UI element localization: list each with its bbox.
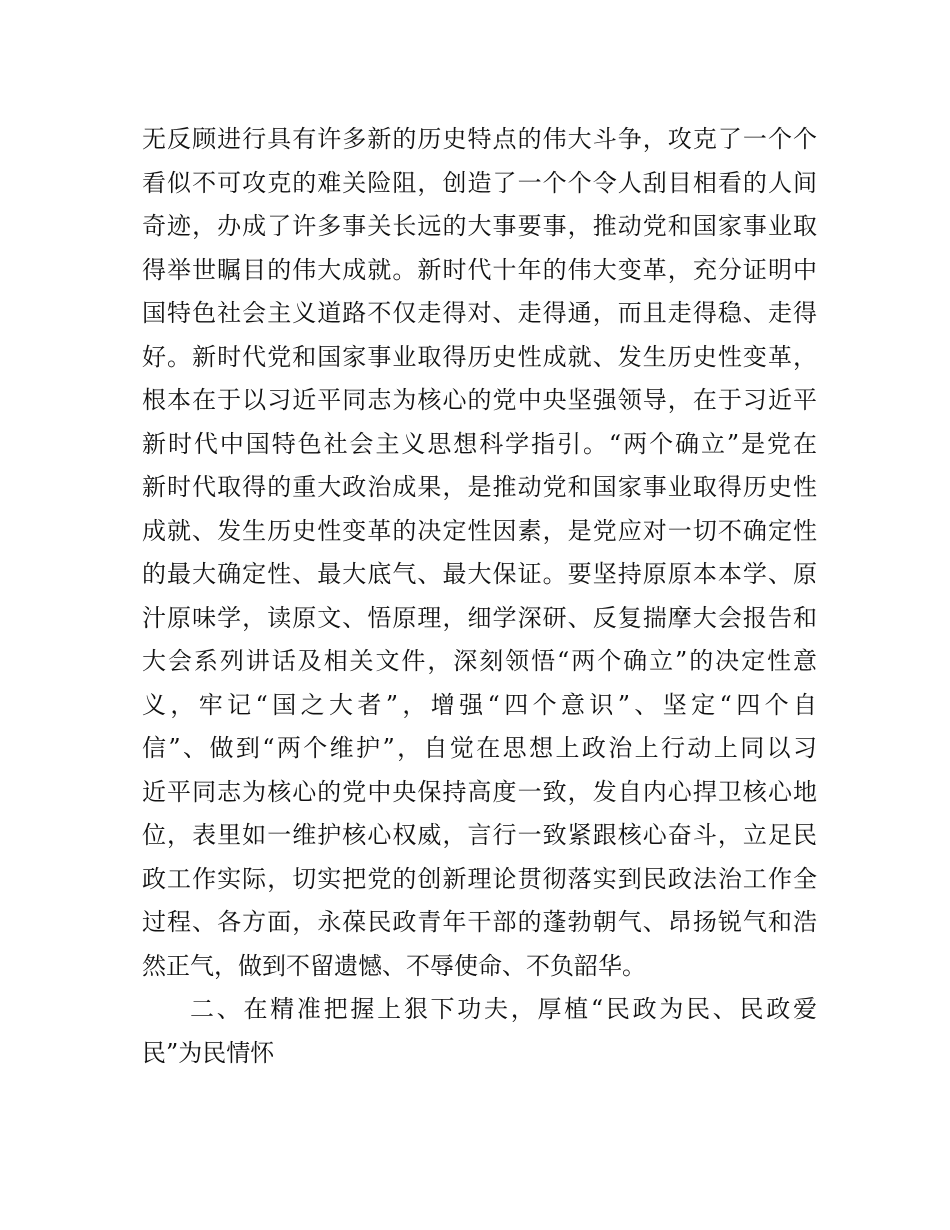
paragraph-line: 新时代中国特色社会主义思想科学指引。“两个确立”是党在 [142, 429, 817, 458]
paragraph-line: 根本在于以习近平同志为核心的党中央坚强领导，在于习近平 [142, 386, 817, 414]
paragraph-line: 得举世瞩目的伟大成就。新时代十年的伟大变革，充分证明中 [142, 255, 817, 284]
paragraph-line: 汁原味学，读原文、悟原理，细学深研、反复揣摩大会报告和 [142, 603, 817, 632]
paragraph-line: 看似不可攻克的难关险阻，创造了一个个令人刮目相看的人间 [142, 168, 817, 197]
paragraph-line: 近平同志为核心的党中央保持高度一致，发自内心捍卫核心地 [142, 777, 817, 806]
paragraph-line: 信”、做到“两个维护”，自觉在思想上政治上行动上同以习 [142, 734, 817, 762]
paragraph-line: 奇迹，办成了许多事关长远的大事要事，推动党和国家事业取 [142, 212, 817, 240]
paragraph-line: 大会系列讲话及相关文件，深刻领悟“两个确立”的决定性意 [142, 647, 817, 675]
paragraph-line: 好。新时代党和国家事业取得历史性成就、发生历史性变革， [142, 342, 817, 371]
section-heading-line: 二、在精准把握上狠下功夫，厚植“民政为民、民政爱 [190, 995, 817, 1023]
paragraph-line: 义，牢记“国之大者”，增强“四个意识”、坚定“四个自 [142, 690, 817, 719]
paragraph-line: 政工作实际，切实把党的创新理论贯彻落实到民政法治工作全 [142, 864, 817, 893]
paragraph-line: 位，表里如一维护核心权威，言行一致紧跟核心奋斗，立足民 [142, 821, 817, 849]
paragraph-line: 过程、各方面，永葆民政青年干部的蓬勃朝气、昂扬锐气和浩 [142, 908, 817, 936]
paragraph-line: 然正气，做到不留遗憾、不辱使命、不负韶华。 [142, 951, 646, 980]
section-heading-line: 民”为民情怀 [142, 1038, 275, 1067]
paragraph-line: 的最大确定性、最大底气、最大保证。要坚持原原本本学、原 [142, 560, 817, 588]
paragraph-line: 新时代取得的重大政治成果，是推动党和国家事业取得历史性 [142, 473, 817, 501]
paragraph-line: 成就、发生历史性变革的决定性因素，是党应对一切不确定性 [142, 516, 817, 545]
paragraph-line: 无反顾进行具有许多新的历史特点的伟大斗争，攻克了一个个 [142, 125, 817, 153]
paragraph-line: 国特色社会主义道路不仅走得对、走得通，而且走得稳、走得 [142, 299, 817, 327]
body-text [142, 118, 817, 1075]
